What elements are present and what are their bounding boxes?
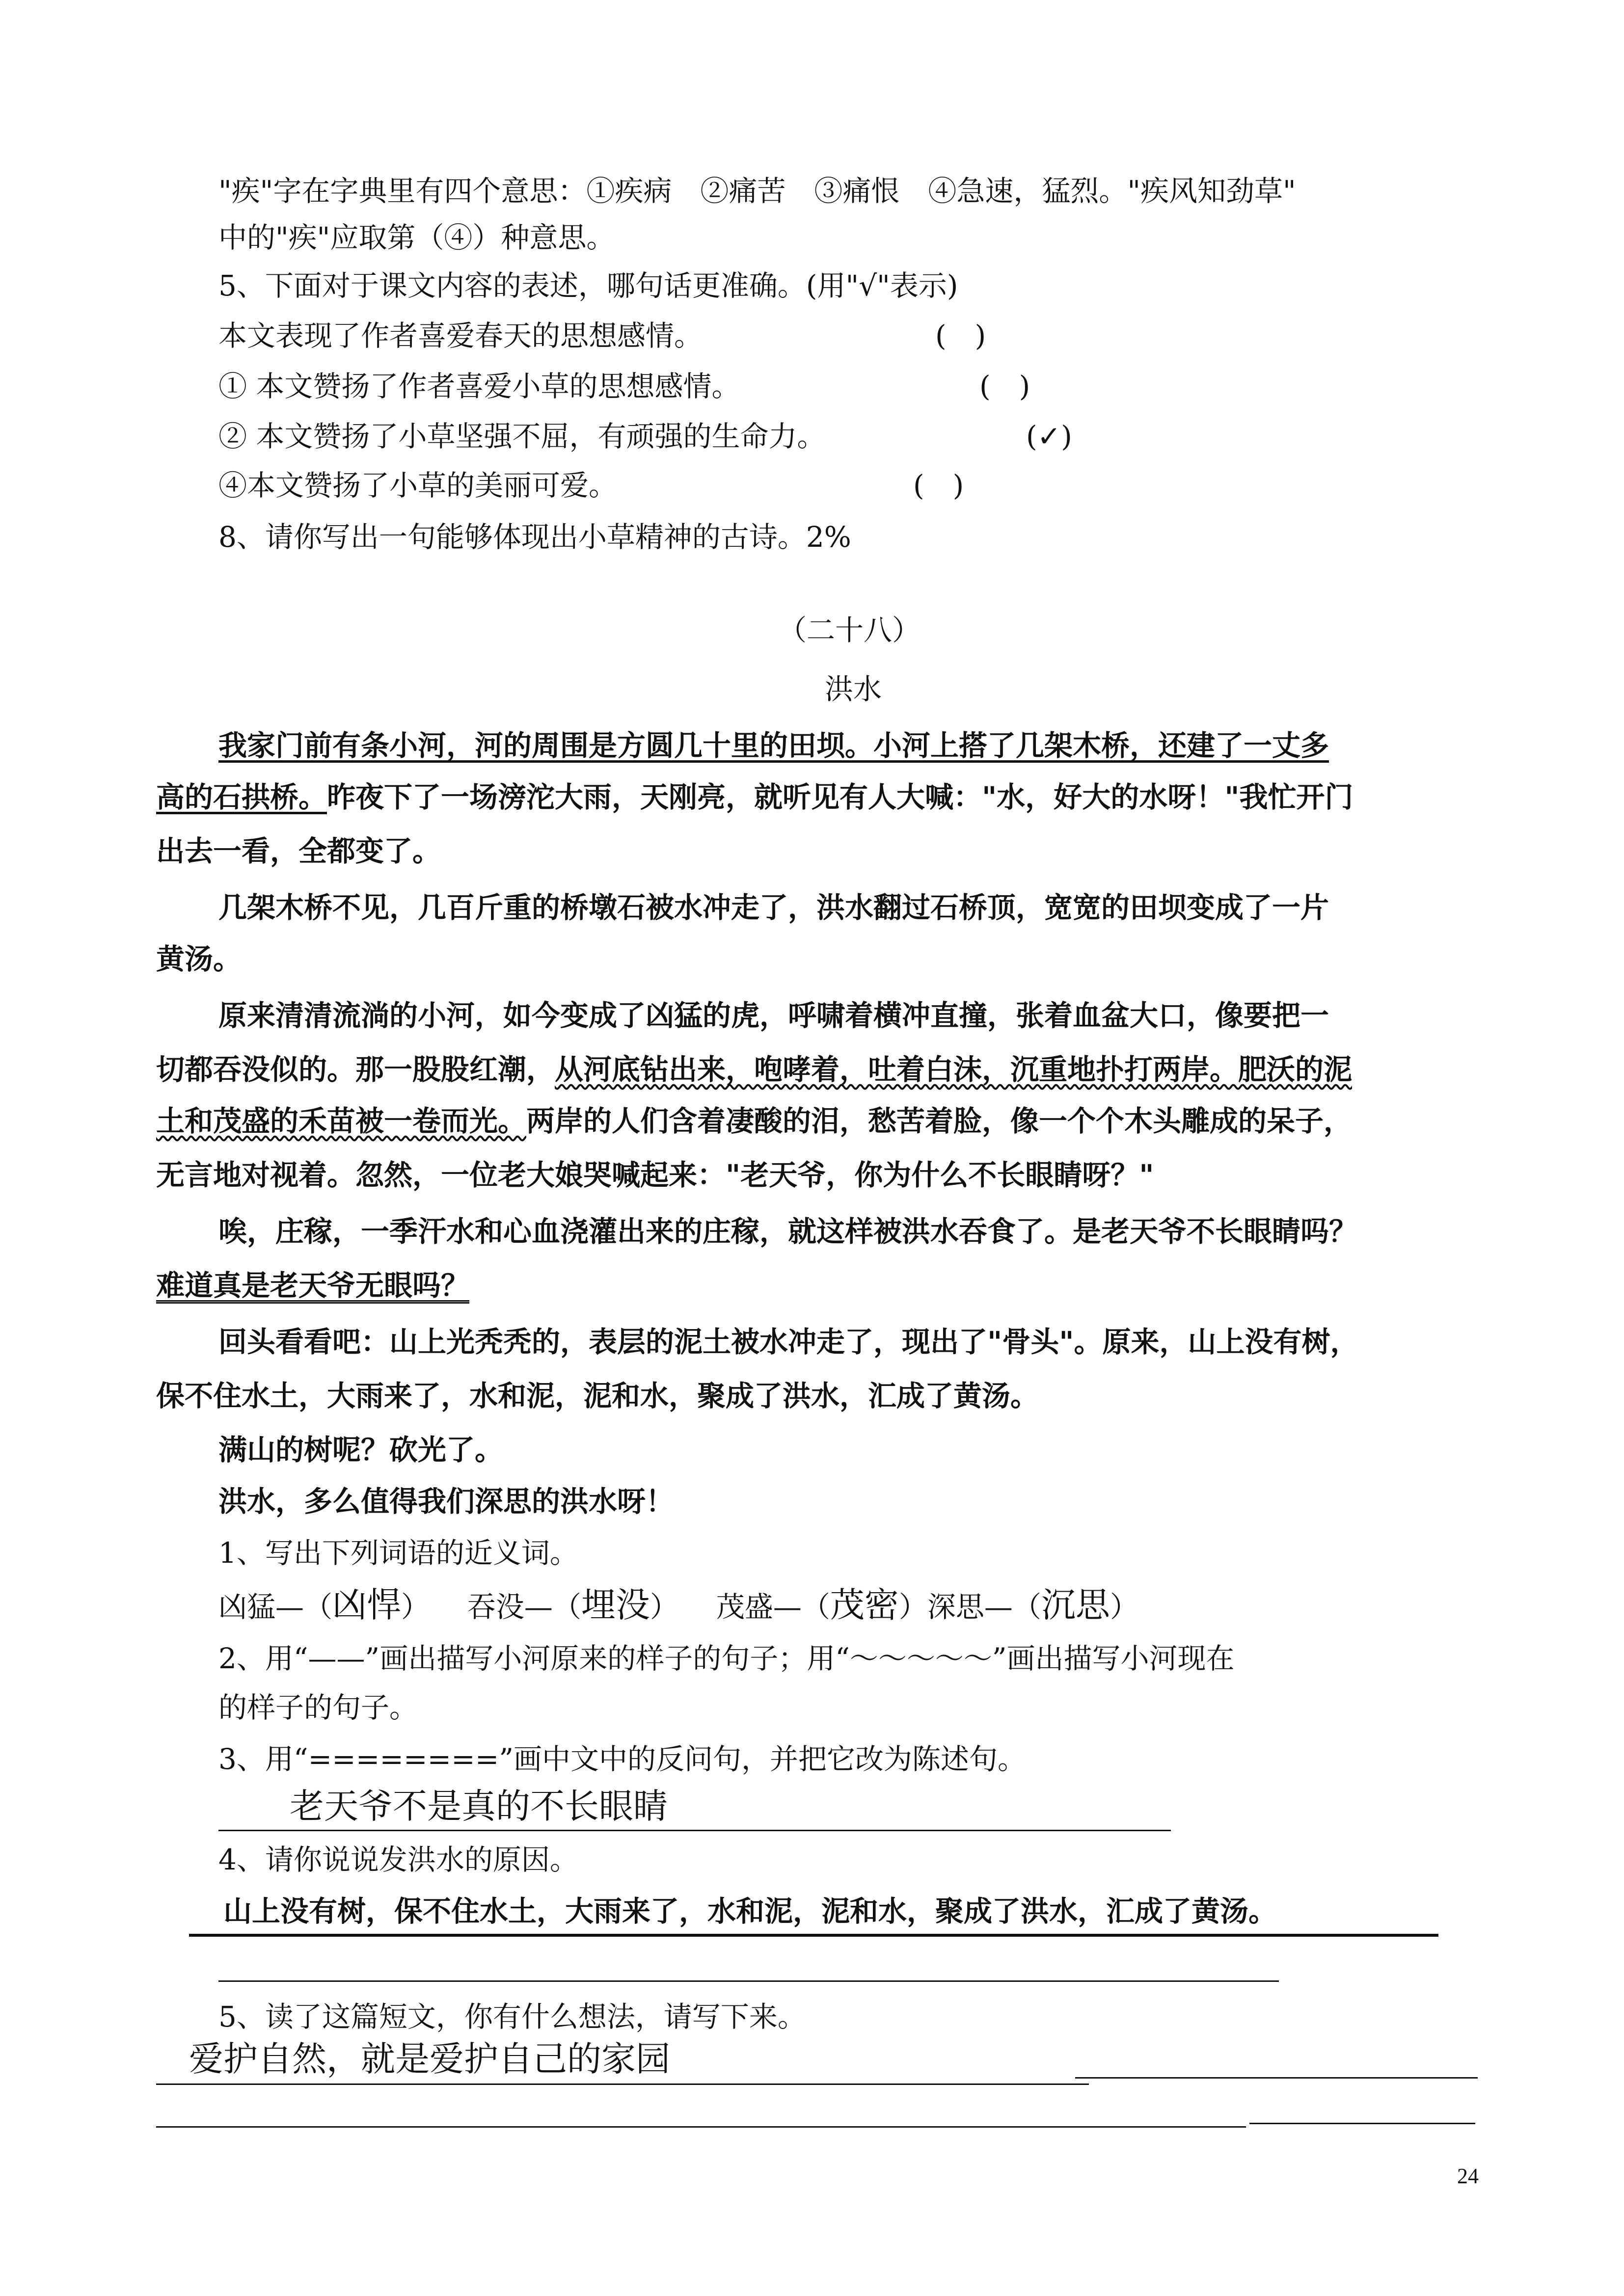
synonym-close: ） [650,1590,678,1624]
question-3-answer[interactable]: 老天爷不是真的不长眼睛 [290,1786,668,1826]
option-text: ① 本文赞扬了作者喜爱小草的思想感情。 [218,370,740,403]
passage-line: 黄汤。 [156,942,242,976]
passage-title: 洪水 [825,672,882,706]
synonym-close: ） [898,1590,927,1624]
passage-text: 两岸的人们含着凄酸的泪，愁苦着脸，像一个个木头雕成的呆子， [526,1104,1353,1138]
answer-line [156,2083,1089,2085]
passage-line: 出去一看，全都变了。 [156,834,441,868]
answer-line [218,1830,1171,1831]
option-checkbox-checked[interactable]: (✓) [1026,420,1072,453]
passage-line [156,1055,1352,1084]
passage-line: 洪水，多么值得我们深思的洪水呀！ [218,1485,675,1518]
answer-line [218,1980,1279,1982]
synonym-word: 吞没—（ [467,1590,581,1624]
question-1-prompt: 1、写出下列词语的近义词。 [218,1536,578,1570]
option-checkbox[interactable]: ( ) [935,319,986,352]
synonym-word: 茂盛—（ [716,1590,830,1624]
wavy-underlined-sentence: 土和茂盛的禾苗被一卷而光。 [156,1104,527,1138]
passage-line: 唉，庄稼，一季汗水和心血浇灌出来的庄稼，就这样被洪水吞食了。是老天爷不长眼睛吗？ [218,1215,1358,1248]
option-checkbox[interactable]: ( ) [913,469,964,502]
question-5-prompt: 5、读了这篇短文，你有什么想法，请写下来。 [218,2000,806,2033]
question-4-prompt: 4、请你说说发洪水的原因。 [218,1843,578,1876]
page-number: 24 [1457,2164,1479,2188]
option-text: 本文表现了作者喜爱春天的思想感情。 [218,319,703,352]
wavy-underlined-sentence: 从河底钻出来，咆哮着，吐着白沫，沉重地扑打两岸。肥沃的泥 [555,1053,1353,1086]
meaning-question-line-2: 中的"疾"应取第（④）种意思。 [218,221,615,254]
underlined-sentence: 高的石拱桥。 [156,780,327,814]
passage-line: 原来清清流淌的小河，如今变成了凶猛的虎，呼啸着横冲直撞，张着血盆大口，像要把一 [218,999,1329,1032]
synonym-answer[interactable]: 凶悍 [332,1585,402,1625]
passage-line: 几架木桥不见，几百斤重的桥墩石被水冲走了，洪水翻过石桥顶，宽宽的田坝变成了一片 [218,891,1329,924]
passage-line [156,1104,1353,1138]
option-text: ④本文赞扬了小草的美丽可爱。 [218,469,618,502]
question-4-answer[interactable]: 山上没有树，保不住水土，大雨来了，水和泥，泥和水，聚成了洪水，汇成了黄汤。 [223,1895,1277,1928]
passage-line: 保不住水土，大雨来了，水和泥，泥和水，聚成了洪水，汇成了黄汤。 [156,1379,1039,1413]
synonym-word: 凶猛—（ [218,1590,333,1624]
passage-line [156,780,1353,814]
passage-line: 回头看看吧：山上光秃秃的，表层的泥土被水冲走了，现出了"骨头"。原来，山上没有树， [218,1325,1359,1359]
option-text: ② 本文赞扬了小草坚强不屈，有顽强的生命力。 [218,420,826,453]
answer-line [156,2126,1246,2128]
answer-line [1075,2077,1478,2079]
option-checkbox[interactable]: ( ) [979,370,1030,403]
question-2-prompt-cont: 的样子的句子。 [218,1691,418,1724]
question-2-prompt: 2、用“——”画出描写小河原来的样子的句子；用“～～～～～”画出描写小河现在 [218,1642,1235,1675]
passage-line: 我家门前有条小河，河的周围是方圆几十里的田坝。小河上搭了几架木桥，还建了一丈多 [218,729,1329,762]
synonym-row [218,1585,1138,1625]
answer-line [189,1934,1438,1937]
synonym-answer[interactable]: 沉思 [1041,1585,1110,1625]
answer-line [1249,2123,1475,2124]
question-3-prompt: 3、用“========”画中文中的反问句，并把它改为陈述句。 [218,1742,1026,1776]
passage-text: 切都吞没似的。那一股股红潮， [156,1053,555,1086]
question-8-prompt: 8、请你写出一句能够体现出小草精神的古诗。2% [218,520,851,554]
question-5-prompt: 5、下面对于课文内容的表述，哪句话更准确。(用"√"表示) [218,269,958,302]
synonym-close: ） [1110,1590,1138,1624]
synonym-close: ） [401,1590,430,1624]
passage-text: 昨夜下了一场滂沱大雨，天刚亮，就听见有人大喊："水，好大的水呀！"我忙开门 [327,780,1353,814]
double-underlined-question: 难道真是老天爷无眼吗？ [156,1269,470,1302]
passage-line: 无言地对视着。忽然，一位老大娘哭喊起来："老天爷，你为什么不长眼睛呀？" [156,1158,1154,1192]
passage-line: 满山的树呢？砍光了。 [218,1433,504,1467]
meaning-question-line-1: "疾"字在字典里有四个意思：①疾病 ②痛苦 ③痛恨 ④急速，猛烈。"疾风知劲草" [218,174,1296,208]
section-number: （二十八） [778,614,921,647]
question-5-answer[interactable]: 爱护自然，就是爱护自己的家园 [189,2039,670,2079]
synonym-answer[interactable]: 埋没 [581,1585,650,1625]
synonym-word: 深思—（ [927,1590,1041,1624]
synonym-answer[interactable]: 茂密 [830,1585,899,1625]
